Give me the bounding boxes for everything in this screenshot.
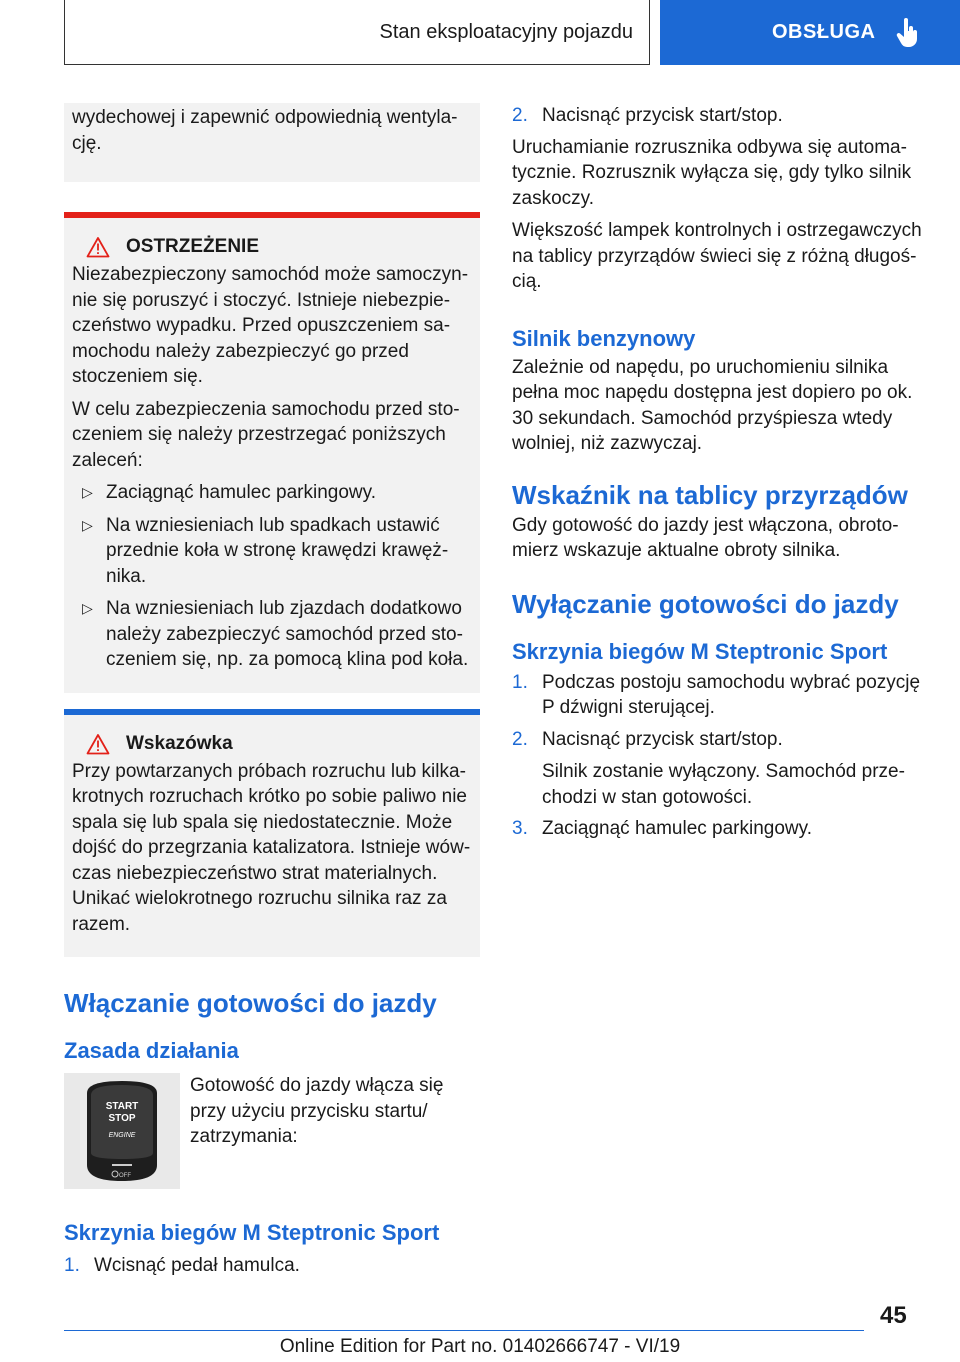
heading-ready-on: Włączanie gotowości do jazdy	[64, 988, 437, 1018]
warning-triangle-icon	[86, 236, 110, 258]
start-stop-button-image	[64, 1073, 180, 1189]
para-lamps: Większość lampek kontrolnych i ostrzegawczych na tablicy przyrządów świeci się z różną długością.	[512, 220, 922, 292]
note-text: Przy powtarzanych próbach rozruchu lub kilkakrotnych rozruchach krótko po sobie paliwo nie spala się lub spala się niedostatecznie. Może dojść do przegrzania katalizatora. Istnieje wówczas niebezpieczeństwo strat materialnych. Unikać wielokrotnego rozruchu silnika raz za razem.	[72, 760, 471, 935]
footer-divider	[64, 1330, 864, 1331]
warning-para-1: Niezabezpieczony samochód może samoczynnie się poruszyć i stoczyć. Istnieje niebezpieczeństwo wypadku. Przed opuszczeniem samochodu należy zabezpieczyć go przed stoczeniem się.	[72, 264, 469, 387]
tab-label: OBSŁUGA	[772, 21, 876, 43]
footer-edition: Online Edition for Part no. 01402666747 - VI/19	[279, 1336, 681, 1357]
heading-gearbox-off: Skrzynia biegów M Steptronic Sport	[512, 638, 888, 664]
header-section	[64, 0, 650, 65]
button-label-off: OFF	[119, 1173, 131, 1179]
heading-petrol: Silnik benzynowy	[512, 325, 696, 351]
list-item: 2. Nacisnąć przycisk start/stop.	[512, 105, 783, 126]
start-stop-button-icon	[81, 1079, 163, 1183]
bullet-triangle-icon: ▷	[82, 600, 93, 616]
indicator-text: Gdy gotowość do jazdy jest włączona, obrotomierz wskazuje aktualne obroty silnika.	[512, 514, 899, 561]
list-item: 2. Nacisnąć przycisk start/stop. Silnik zostanie wyłączony. Samochód przechodzi w stan gotowości.	[512, 727, 928, 811]
warning-title: OSTRZEŻENIE	[126, 236, 260, 257]
petrol-text: Zależnie od napędu, po uruchomieniu silnika pełna moc napędu dostępna jest dopiero po ok. 30 sekundach. Samochód przyśpiesza wtedy wolniej, niż zazwyczaj.	[512, 356, 913, 454]
left-column	[64, 103, 480, 1285]
list-item: ▷ Na wzniesieniach lub spadkach ustawić przednie koła w stronę krawędzi krawężnika.	[72, 513, 472, 590]
button-label-stop: STOP	[108, 1113, 136, 1124]
list-item: 1. Podczas postoju samochodu wybrać pozycję P dźwigni sterującej.	[512, 671, 921, 718]
button-label-start: START	[105, 1101, 139, 1112]
right-column	[512, 103, 928, 848]
para-starter: Uruchamianie rozrusznika odbywa się automatycznie. Rozrusznik wyłącza się, gdy tylko silnik zaskoczy.	[512, 136, 912, 209]
continuation-box	[64, 103, 480, 182]
list-item: ▷ Zaciągnąć hamulec parkingowy.	[72, 480, 472, 506]
bullet-triangle-icon: ▷	[82, 484, 93, 500]
heading-gearbox-on: Skrzynia biegów M Steptronic Sport	[64, 1220, 440, 1245]
heading-principle: Zasada działania	[64, 1038, 239, 1063]
principle-row	[64, 1073, 480, 1189]
tab-obsluga[interactable]	[660, 0, 960, 65]
list-item: ▷ Na wzniesieniach lub zjazdach dodatkowo należy zabezpieczyć samochód przed stoczeniem się, np. za pomocą klina pod koła.	[72, 596, 472, 673]
continuation-text: wydechowej i zapewnić odpowiednią wentylację.	[72, 107, 458, 154]
button-label-engine: ENGINE	[108, 1132, 136, 1139]
note-box	[64, 709, 480, 958]
bullet-triangle-icon: ▷	[82, 516, 93, 533]
heading-indicator: Wskaźnik na tablicy przyrządów	[512, 479, 908, 510]
list-item: 1. Wcisnąć pedał hamulca.	[64, 1255, 300, 1276]
warning-triangle-icon	[86, 733, 110, 755]
step-sub-text: Silnik zostanie wyłączony. Samochód przechodzi w stan gotowości.	[542, 761, 905, 808]
principle-text: Gotowość do jazdy włącza się przy użyciu przycisku startu/ zatrzymania:	[190, 1075, 444, 1147]
section-title: Stan eksploatacyjny pojazdu	[379, 20, 633, 43]
page-number: 45	[880, 1302, 907, 1329]
pointing-hand-icon	[896, 18, 920, 48]
heading-ready-off: Wyłączanie gotowości do jazdy	[512, 588, 899, 619]
warning-box	[64, 212, 480, 693]
list-item: 3. Zaciągnąć hamulec parkingowy.	[512, 818, 813, 839]
note-title: Wskazówka	[126, 732, 233, 754]
warning-para-2: W celu zabezpieczenia samochodu przed stoczeniem się należy przestrzegać poniższych zaleceń:	[72, 398, 460, 471]
